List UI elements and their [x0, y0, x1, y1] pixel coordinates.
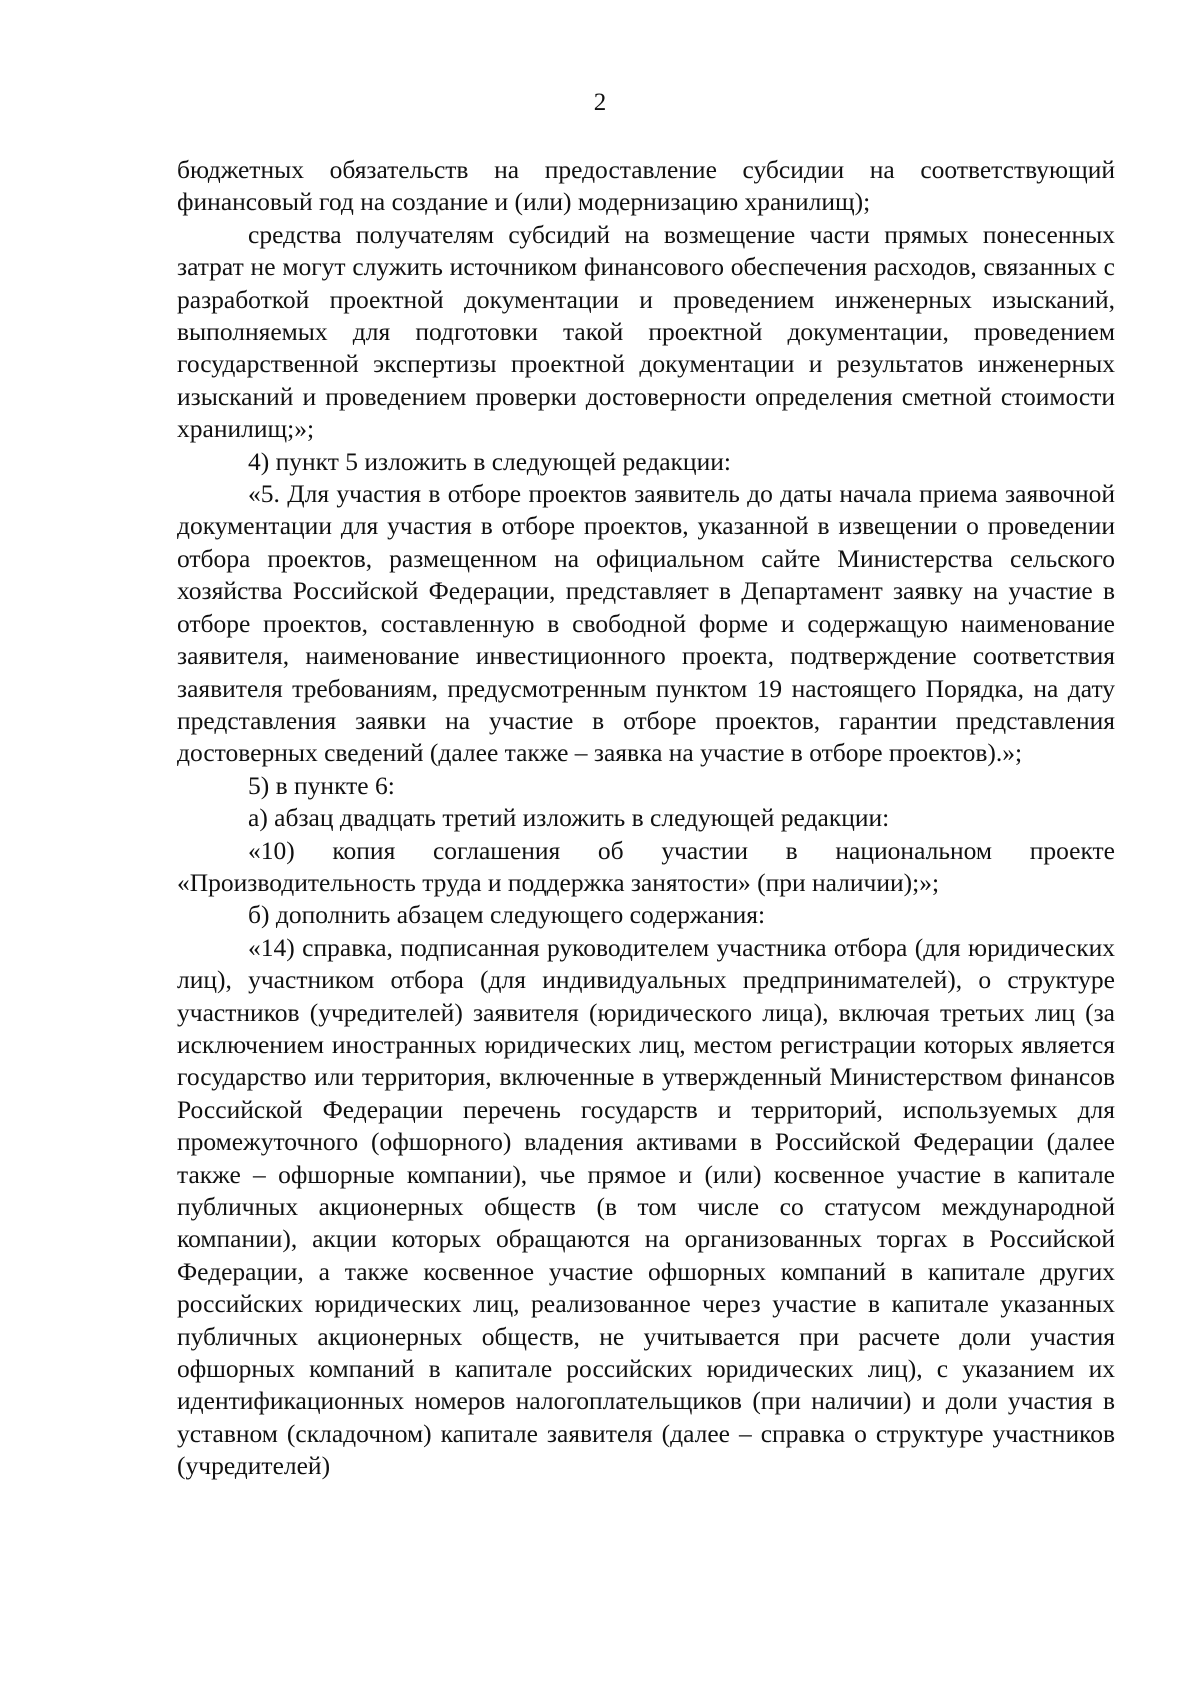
paragraph-7: «10) копия соглашения об участии в национальном проекте «Производительность труда и поддержка занятости» (при наличии);»;	[177, 835, 1115, 897]
paragraph-2: средства получателям субсидий на возмещение части прямых понесенных затрат не могут служить источником финансового обеспечения расходов, связанных с разработкой проектной документации и проведением инженерных изысканий, выполняемых для подготовки такой проектной документации, проведением государственной экспертизы проектной документации и результатов инженерных изысканий и проведением проверки достоверности определения сметной стоимости хранилищ;»;	[177, 219, 1115, 444]
paragraph-1: бюджетных обязательств на предоставление субсидии на соответствующий финансовый год на создание и (или) модернизацию хранилищ);	[177, 155, 1115, 217]
paragraph-9: «14) справка, подписанная руководителем участника отбора (для юридических лиц), участником отбора (для индивидуальных предпринимателей), о структуре участников (учредителей) заявителя (юридического лица), включая третьих лиц (за исключением иностранных юридических лиц, местом регистрации которых является государство или территория, включенные в утвержденный Министерством финансов Российской Федерации перечень государств и территорий, используемых для промежуточного (офшорного) владения активами в Российской Федерации (далее также – офшорные компании), чье прямое и (или) косвенное участие в капитале публичных акционерных обществ (в том числе со статусом международной компании), акции которых обращаются на организованных торгах в Российской Федерации, а также косвенное участие офшорных компаний в капитале других российских юридических лиц, реализованное через участие в капитале указанных публичных акционерных обществ, не учитывается при расчете доли участия офшорных компаний в капитале российских юридических лиц), с указанием их идентификационных номеров налогоплательщиков (при наличии) и доли участия в уставном (складочном) капитале заявителя (далее – справка о структуре участников (учредителей)	[177, 932, 1115, 1481]
paragraph-6: а) абзац двадцать третий изложить в следующей редакции:	[248, 803, 890, 833]
page-number: 2	[593, 89, 607, 116]
paragraph-4: «5. Для участия в отборе проектов заявитель до даты начала приема заявочной документации для участия в отборе проектов, указанной в извещении о проведении отбора проектов, размещенном на официальном сайте Министерства сельского хозяйства Российской Федерации, представляет в Департамент заявку на участие в отборе проектов, составленную в свободной форме и содержащую наименование заявителя, наименование инвестиционного проекта, подтверждение соответствия заявителя требованиям, предусмотренным пунктом 19 настоящего Порядка, на дату представления заявки на участие в отборе проектов, гарантии представления достоверных сведений (далее также – заявка на участие в отборе проектов).»;	[177, 479, 1115, 768]
paragraph-5: 5) в пункте 6:	[248, 770, 395, 800]
paragraph-3: 4) пункт 5 изложить в следующей редакции:	[248, 446, 731, 476]
paragraph-8: б) дополнить абзацем следующего содержания:	[248, 900, 766, 930]
document-body	[177, 154, 1115, 1483]
